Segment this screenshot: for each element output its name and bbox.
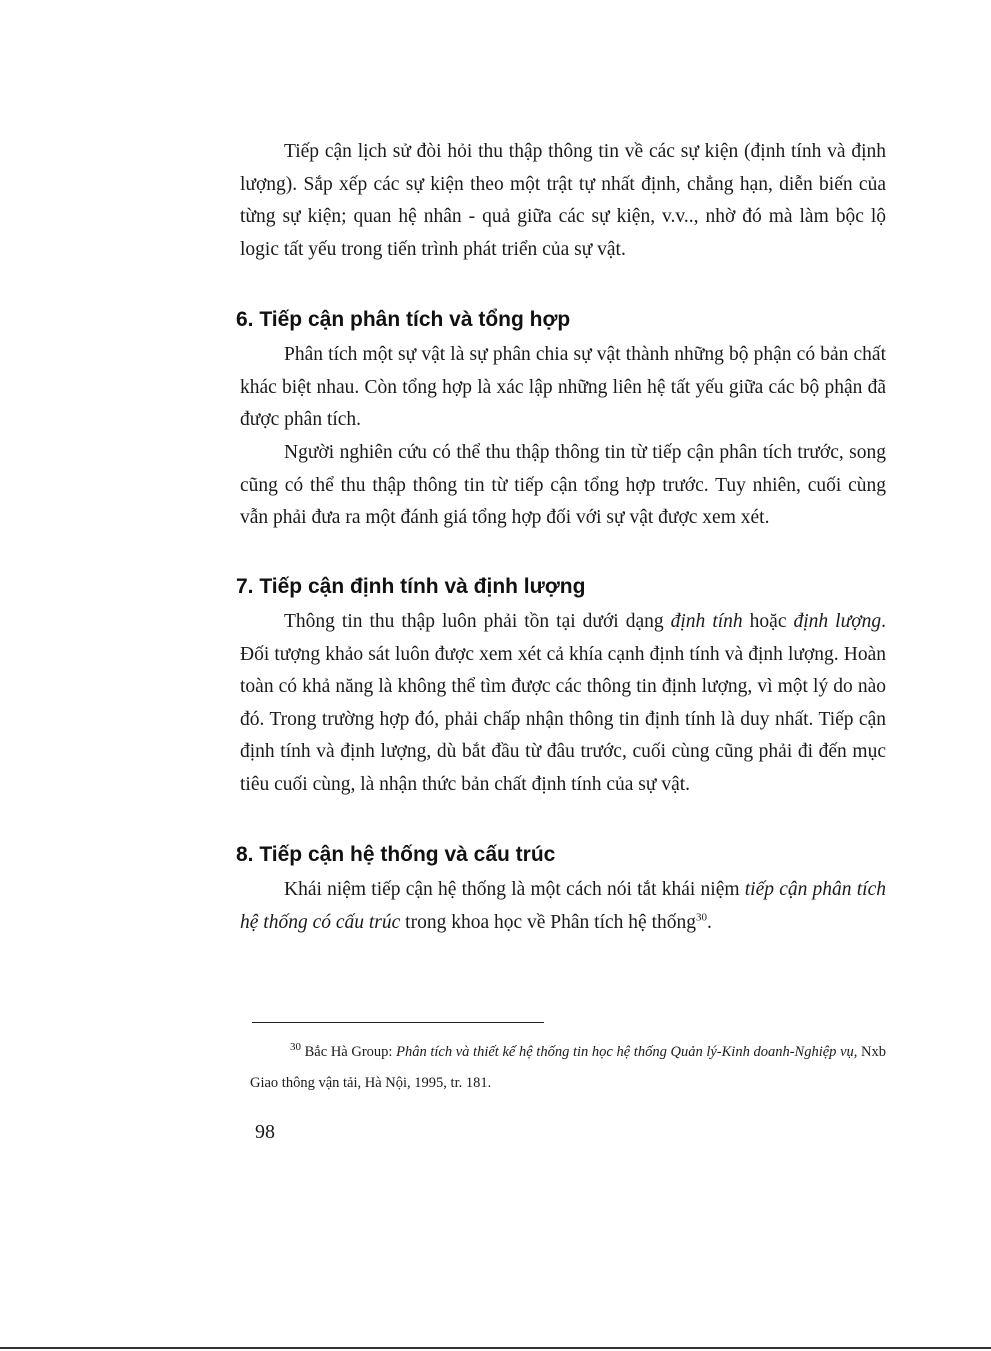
- text-run: trong khoa học về Phân tích hệ thống: [400, 911, 696, 933]
- footnote: [250, 1037, 886, 1099]
- paragraph-system-structure: [240, 874, 886, 939]
- italic-term-structured-system-analysis: tiếp cận phân tích hệ thống có cấu trúc: [240, 879, 886, 933]
- footnote-publisher: , Nxb Giao thông vận tải, Hà Nội, 1995, tr. 181.: [250, 1044, 887, 1091]
- footnote-reference: 30: [696, 911, 707, 923]
- scan-bottom-edge: [0, 1347, 991, 1349]
- heading-section-8: 8. Tiếp cận hệ thống và cấu trúc: [236, 843, 556, 866]
- text-run: Thông tin thu thập luôn phải tồn tại dưới dạng: [284, 611, 671, 632]
- footnote-author: Bắc Hà Group:: [301, 1044, 397, 1060]
- text-run: . Đối tượng khảo sát luôn được xem xét cả khía cạnh định tính và định lượng. Hoàn toàn có khả năng là không thể tìm được các thông tin định lượng, vì một lý do nào đó. Trong trường hợp đó, phải chấp nhận thông tin định tính là duy nhất. Tiếp cận định tính và định lượng, dù bắt đầu từ đâu trước, cuối cùng cũng phải đi đến mục tiêu cuối cùng, là nhận thức bản chất định tính của sự vật.: [240, 611, 886, 795]
- footnote-divider: [252, 1022, 544, 1023]
- paragraph-analysis-synthesis: Phân tích một sự vật là sự phân chia sự vật thành những bộ phận có bản chất khác biệt nhau. Còn tổng hợp là xác lập những liên hệ tất yếu giữa các bộ phận đã được phân tích.: [240, 344, 886, 430]
- paragraph-qualitative-quantitative: [240, 606, 886, 801]
- heading-section-7: 7. Tiếp cận định tính và định lượng: [236, 575, 586, 598]
- italic-term-qualitative: định tính: [670, 611, 743, 632]
- paragraph-history-approach: Tiếp cận lịch sử đòi hỏi thu thập thông tin về các sự kiện (định tính và định lượng). Sắp xếp các sự kiện theo một trật tự nhất định, chẳng hạn, diễn biến của từng sự kiện; quan hệ nhân - quả giữa các sự kiện, v.v.., nhờ đó mà làm bộc lộ logic tất yếu trong tiến trình phát triển của sự vật.: [240, 141, 886, 260]
- text-run: Khái niệm tiếp cận hệ thống là một cách nói tắt khái niệm: [284, 879, 745, 900]
- paragraph-researcher: Người nghiên cứu có thể thu thập thông tin từ tiếp cận phân tích trước, song cũng có thể thu thập thông tin từ tiếp cận tổng hợp trước. Tuy nhiên, cuối cùng vẫn phải đưa ra một đánh giá tổng hợp đối với sự vật được xem xét.: [240, 442, 886, 528]
- text-run: .: [707, 911, 712, 933]
- italic-term-quantitative: định lượng: [793, 611, 882, 632]
- footnote-number: 30: [290, 1041, 301, 1054]
- heading-section-6: 6. Tiếp cận phân tích và tổng hợp: [236, 308, 571, 331]
- text-run: hoặc: [742, 611, 794, 632]
- page-number: 98: [255, 1121, 275, 1143]
- footnote-title: Phân tích và thiết kế hệ thống tin học hệ thống Quản lý-Kinh doanh-Nghiệp vụ: [396, 1044, 854, 1060]
